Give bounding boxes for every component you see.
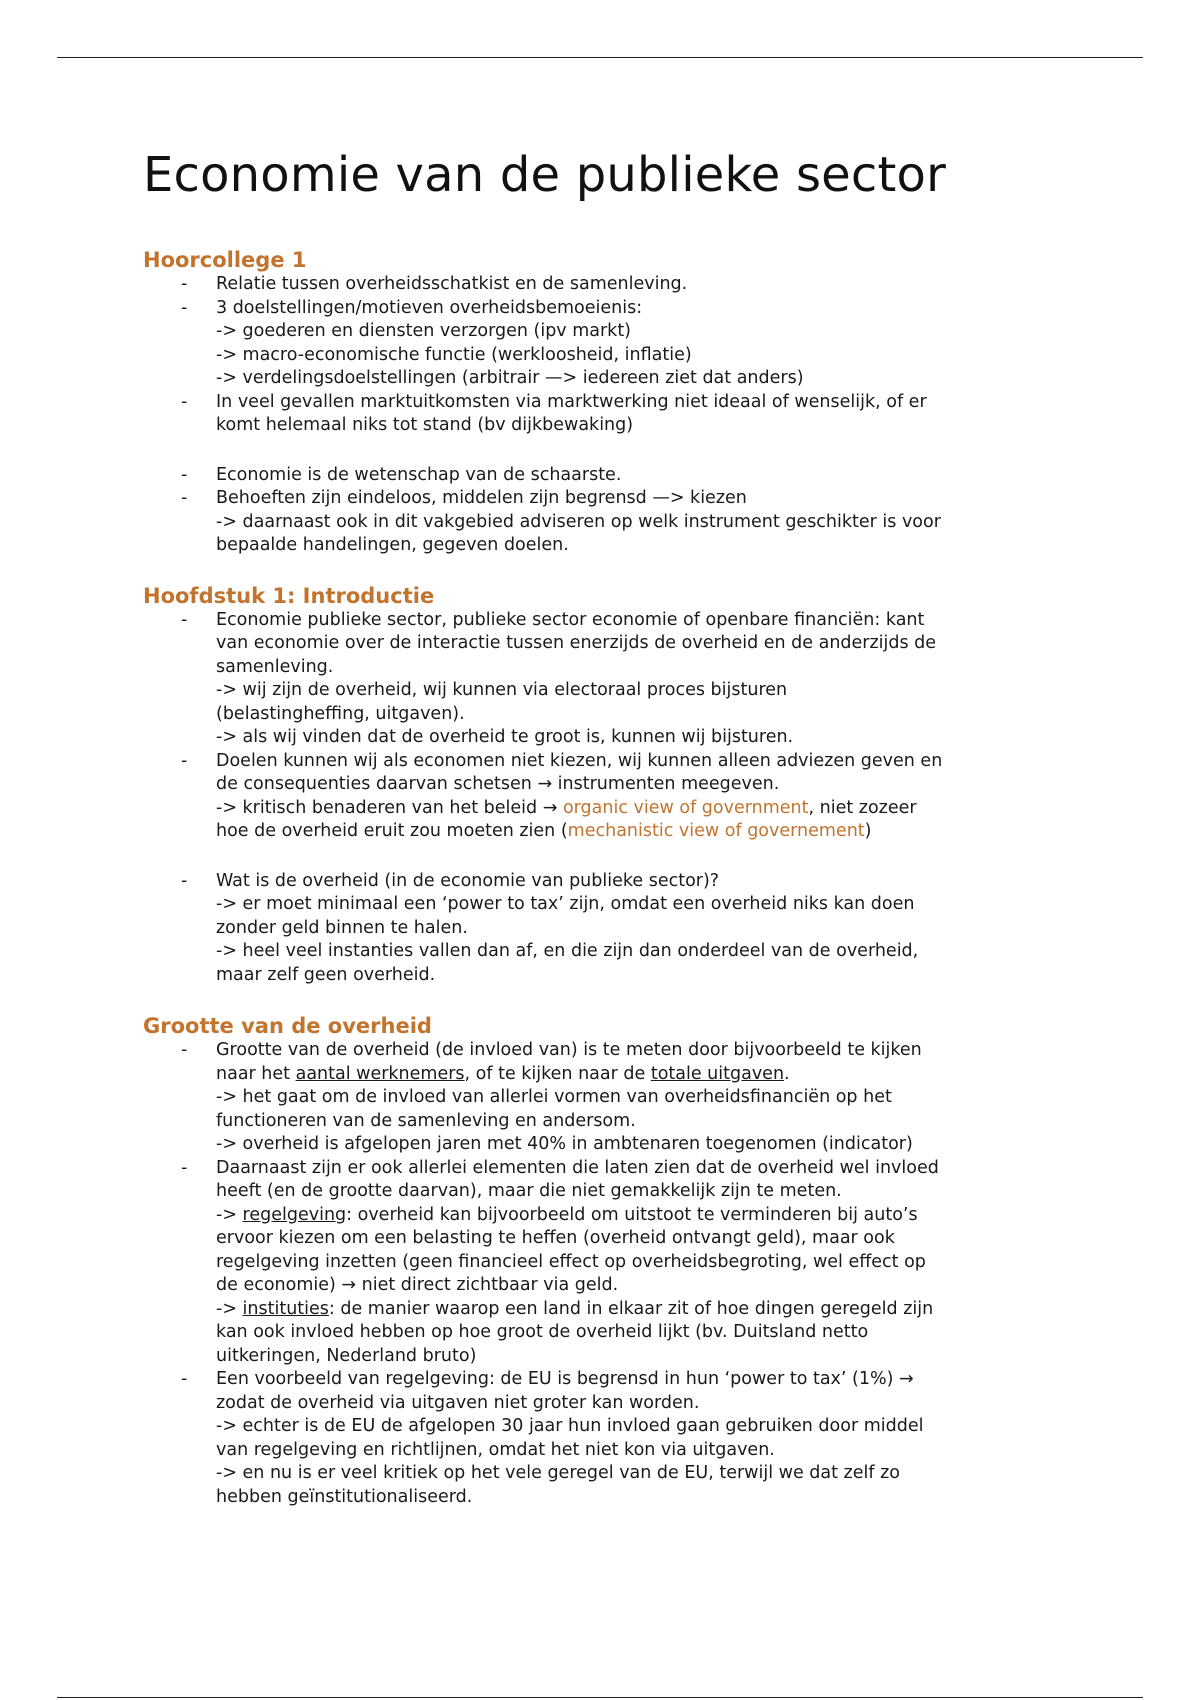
underlined-aantal-werknemers: aantal werknemers [295,1063,465,1084]
underlined-instituties: instituties [242,1298,329,1319]
list-item: - 3 doelstellingen/motieven overheidsbemoeienis: -> goederen en diensten verzorgen (ipv markt) -> macro-economische functie (werkloosheid, inflatie) -> verdelingsdoelstellingen (arbitrair —> iedereen ziet dat anders) [181,297,804,388]
top-rule [57,57,1143,58]
list-item: - Grootte van de overheid (de invloed van) is te meten door bijvoorbeeld te kijken naar het aantal werknemers, of te kijken naar de totale uitgaven. -> het gaat om de invloed van allerlei vormen van overheidsfinanciën op het functioneren van de samenleving en andersom. -> overheid is afgelopen jaren met 40% in ambtenaren toegenomen (indicator) [181,1040,922,1154]
underlined-totale-uitgaven: totale uitgaven [650,1063,785,1084]
critical-note-line: -> kritisch benaderen van het beleid → organic view of government, niet zozeer [216,797,917,818]
list-item: - Daarnaast zijn er ook allerlei elementen die laten zien dat de overheid wel invloed heeft (en de grootte daarvan), maar die niet gemakkelijk zijn te meten. -> regelgeving: overheid kan bijvoorbeeld om uitstoot te verminderen bij auto’s ervoor kiezen om een belasting te heffen (overheid ontvangt geld), maar ook regelgeving inzetten (geen financieel effect op overheidsbegroting, wel effect op de economie) → niet direct zichtbaar via geld. -> instituties: de manier waarop een land in elkaar zit of hoe dingen geregeld zijn kan ook invloed hebben op hoe groot de overheid lijkt (bv. Duitsland netto uitkeringen, Nederland bruto) [181,1157,939,1366]
bullet-dash: - [181,297,188,318]
bullet-dash: - [181,750,188,771]
list-item: - Behoeften zijn eindeloos, middelen zijn begrensd —> kiezen -> daarnaast ook in dit vakgebied adviseren op welk instrument geschikter is voor bepaalde handelingen, gegeven doelen. [181,488,941,555]
section-heading-hoorcollege-1: Hoorcollege 1 [143,248,307,272]
bullet-dash: - [181,1369,188,1389]
spacer [143,844,1063,870]
bullet-dash: - [181,488,188,508]
list-item: - Een voorbeeld van regelgeving: de EU is begrensd in hun ‘power to tax’ (1%) → zodat de overheid via uitgaven niet groter kan worden. -> echter is de EU de afgelopen 30 jaar hun invloed gaan gebruiken door middel van regelgeving en richtlijnen, omdat het niet kon via uitgaven. -> en nu is er veel kritiek op het vele geregel van de EU, terwijl we dat zelf zo hebben geïnstitutionaliseerd. [181,1369,924,1507]
section-heading-grootte-overheid: Grootte van de overheid [143,1014,432,1038]
list-item: - Wat is de overheid (in de economie van publieke sector)? -> er moet minimaal een ‘power to tax’ zijn, omdat een overheid niks kan doen zonder geld binnen te halen. -> heel veel instanties vallen dan af, en die zijn dan onderdeel van de overheid, maar zelf geen overheid. [181,870,919,985]
section-heading-hoofdstuk-1: Hoofdstuk 1: Introductie [143,583,435,608]
section-2-list [143,609,1063,988]
bottom-rule [57,1697,1143,1698]
highlight-organic-view: organic view of government [562,797,809,818]
section-1-list [143,273,1063,558]
bullet-dash: - [181,870,188,891]
spacer [143,438,1063,464]
bullet-dash: - [181,274,188,294]
bullet-dash: - [181,464,188,485]
list-item: - Doelen kunnen wij als economen niet kiezen, wij kunnen alleen adviezen geven en de consequenties daarvan schetsen → instrumenten meegeven. -> kritisch benaderen van het beleid → organic view of government, niet zozeer hoe de overheid eruit zou moeten zien (mechanistic view of governement) [143,750,1063,844]
list-item: - In veel gevallen marktuitkomsten via marktwerking niet ideaal of wenselijk, of er komt helemaal niks tot stand (bv dijkbewaking) [181,391,927,435]
bullet-dash: - [181,1040,188,1060]
list-item: - Economie publieke sector, publieke sector economie of openbare financiën: kant van economie over de interactie tussen enerzijds de overheid en de anderzijds de samenleving. -> wij zijn de overheid, wij kunnen via electoraal proces bijsturen (belastingheffing, uitgaven). -> als wij vinden dat de overheid te groot is, kunnen wij bijsturen. [181,609,937,747]
bullet-dash: - [181,391,188,412]
bullet-dash: - [181,1157,188,1178]
critical-note-line-2: hoe de overheid eruit zou moeten zien (mechanistic view of governement) [216,821,872,841]
page-title: Economie van de publieke sector [143,147,947,203]
list-item: - Relatie tussen overheidsschatkist en de samenleving. [143,273,1063,297]
highlight-mechanistic-view: mechanistic view of governement [567,821,865,841]
section-3-list [143,1039,1063,1509]
document-body [143,140,1063,1509]
underlined-regelgeving: regelgeving [242,1204,347,1225]
bullet-dash: - [181,609,188,630]
list-item: - Economie is de wetenschap van de schaarste. [143,464,1063,488]
